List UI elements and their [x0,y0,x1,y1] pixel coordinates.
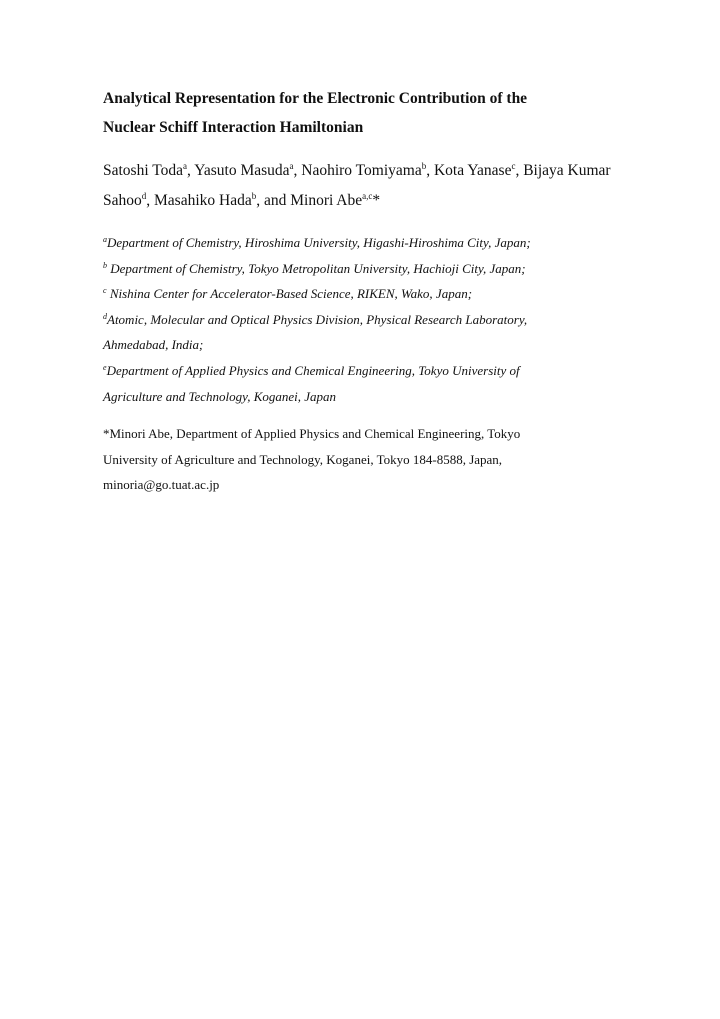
title-line-1: Analytical Representation for the Electronic Contribution of the [103,90,528,107]
author-name: Naohiro Tomiyama [301,162,422,179]
affiliation-text: Ahmedabad, India; [103,337,204,353]
affiliation-marker: d [103,311,107,321]
affiliation-marker: a [103,235,107,244]
title-line-2: Nuclear Schiff Interaction Hamiltonian [103,119,364,136]
author-name: Minori Abe [290,192,363,209]
author-separator: , and [256,192,291,209]
affiliation-text: Atomic, Molecular and Optical Physics Division, Physical Research Laboratory, [107,311,528,327]
affiliation-marker: b [103,260,107,270]
affiliation-line [103,358,633,384]
author-name: Kota Yanase [433,162,512,179]
author-list [103,156,633,216]
affiliation-text: Department of Applied Physics and Chemical Engineering, Tokyo University of [106,362,520,378]
corresponding-line: minoria@go.tuat.ac.jp [103,477,220,493]
affiliation-line [103,332,633,358]
author-name: Bijaya Kumar Sahoo [103,162,611,209]
author-separator: , [515,162,524,179]
author-name: Masahiko Hada [154,192,252,209]
author-affiliation-marker: d [141,191,147,201]
affiliation-list [103,230,633,409]
paper-title [103,84,623,142]
author-affiliation-marker: b [251,191,257,201]
affiliation-text: Nishina Center for Accelerator-Based Science, RIKEN, Wako, Japan; [106,286,473,302]
affiliation-line [103,384,633,410]
corresponding-line: University of Agriculture and Technology, Koganei, Tokyo 184-8588, Japan, [103,451,503,467]
affiliation-line [103,281,633,307]
author-separator: , [426,162,434,179]
affiliation-text: Department of Chemistry, Tokyo Metropolitan University, Hachioji City, Japan; [107,260,526,276]
author-separator: , [146,192,154,209]
corresponding-author-note [103,421,603,498]
author-affiliation-marker: b [421,161,427,171]
author-separator: * [372,192,381,209]
affiliation-marker: e [103,362,107,372]
author-separator: , [293,162,302,179]
author-separator: , [187,162,195,179]
affiliation-line [103,230,633,256]
affiliation-text: Department of Chemistry, Hiroshima University, Higashi-Hiroshima City, Japan; [107,235,531,250]
author-affiliation-marker: c [511,161,516,171]
corresponding-line: *Minori Abe, Department of Applied Physics and Chemical Engineering, Tokyo [103,426,521,441]
author-name: Yasuto Masuda [194,162,290,179]
author-affiliation-marker: a [289,161,294,171]
author-affiliation-marker: a [183,161,188,171]
author-name: Satoshi Toda [103,162,184,179]
affiliation-line [103,256,633,282]
affiliation-marker: c [103,286,107,296]
affiliation-line [103,307,633,333]
affiliation-text: Agriculture and Technology, Koganei, Japan [103,388,337,404]
author-affiliation-marker: a,c [362,191,373,201]
